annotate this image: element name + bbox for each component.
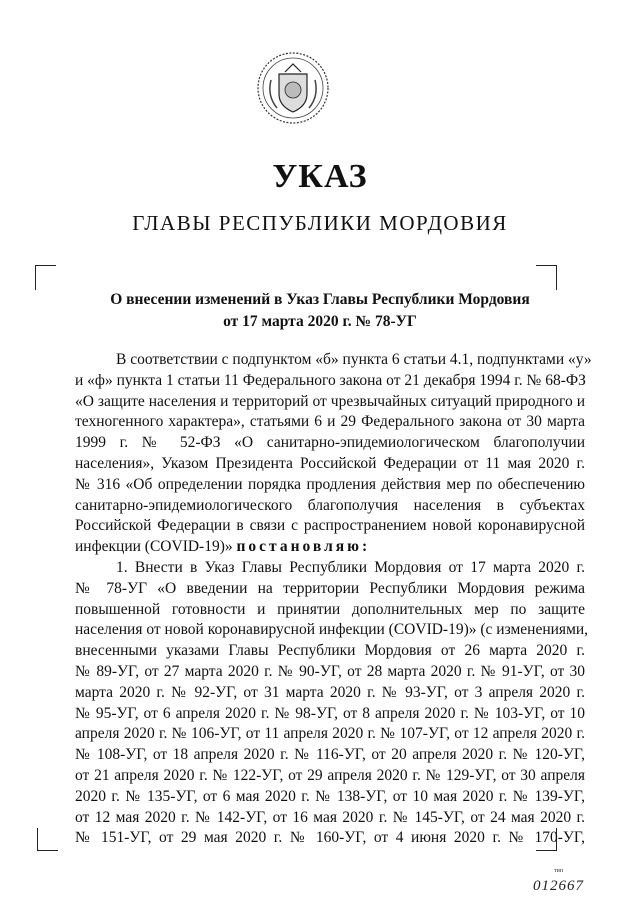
body-line: № 151-УГ, от 29 мая 2020 г. № 160-УГ, от 4 июня 2020 г. № 170-УГ, (75, 829, 585, 847)
footer-serial-number: 012667 (533, 878, 584, 894)
corner-mark-bottom-left (37, 828, 58, 851)
corner-mark-top-right (536, 265, 557, 290)
footer-small-mark: тип (554, 868, 564, 874)
document-body (75, 350, 592, 849)
body-line: № 95-УГ, от 6 апреля 2020 г. № 98-УГ, от 8 апреля 2020 г. № 103-УГ, от 10 (75, 704, 585, 722)
body-line: повышенной готовности и принятии дополнительных мер по защите (75, 600, 585, 618)
body-line: от 12 мая 2020 г. № 142-УГ, от 16 мая 2020 г. № 145-УГ, от 24 мая 2020 г. (75, 808, 585, 826)
body-line: «О защите населения и территорий от чрезвычайных ситуаций природного и (75, 392, 585, 410)
document-heading (0, 289, 640, 333)
body-line: Российской Федерации в связи с распространением новой коронавирусной (75, 517, 585, 535)
body-line: и «ф» пункта 1 статьи 11 Федерального закона от 21 декабря 1994 г. № 68-ФЗ (75, 371, 586, 389)
document-issuer: ГЛАВЫ РЕСПУБЛИКИ МОРДОВИЯ (132, 211, 508, 235)
heading-line-2: от 17 марта 2020 г. № 78-УГ (223, 313, 417, 330)
body-line: населения», Указом Президента Российской Федерации от 11 мая 2020 г. (75, 454, 585, 472)
body-line: 2020 г. № 135-УГ, от 6 мая 2020 г. № 138-УГ, от 10 мая 2020 г. № 139-УГ, (75, 787, 585, 805)
decree-word: постановляю: (236, 538, 371, 556)
heading-line-1: О внесении изменений в Указ Главы Республики Мордовия (110, 291, 530, 308)
body-line: внесенными указами Главы Республики Мордовия от 26 марта 2020 г. (75, 642, 585, 660)
body-line: В соответствии с подпунктом «б» пункта 6 статьи 4.1, подпунктами «у» (116, 351, 592, 368)
body-line: санитарно-эпидемиологического благополучия населения в субъектах (75, 496, 585, 514)
body-line: от 21 апреля 2020 г. № 122-УГ, от 29 апреля 2020 г. № 129-УГ, от 30 апреля (75, 766, 585, 784)
body-line: марта 2020 г. № 92-УГ, от 31 марта 2020 г. № 93-УГ, от 3 апреля 2020 г. (75, 683, 585, 701)
body-line: № 108-УГ, от 18 апреля 2020 г. № 116-УГ, от 20 апреля 2020 г. № 120-УГ, (75, 746, 585, 764)
body-line: апреля 2020 г. № 106-УГ, от 11 апреля 2020 г. № 107-УГ, от 12 апреля 2020 г. (75, 725, 585, 743)
body-line: № 89-УГ, от 27 марта 2020 г. № 90-УГ, от 28 марта 2020 г. № 91-УГ, от 30 (75, 662, 585, 680)
body-line: № 78-УГ «О введении на территории Республики Мордовия режима (75, 579, 585, 597)
body-line-with-decree (75, 537, 585, 558)
body-line: 1999 г. № 52-ФЗ «О санитарно-эпидемиологическом благополучии (75, 434, 585, 452)
coat-of-arms-emblem (255, 50, 331, 126)
body-line-text: инфекции (COVID-19)» (75, 538, 233, 556)
body-line: 1. Внести в Указ Главы Республики Мордовия от 17 марта 2020 г. (116, 558, 585, 576)
document-title: УКАЗ (272, 158, 368, 195)
corner-mark-top-left (35, 265, 56, 290)
body-line: населения от новой коронавирусной инфекции (COVID-19)» (с изменениями, (75, 621, 589, 639)
body-line: № 316 «Об определении порядка продления действия мер по обеспечению (75, 475, 585, 493)
body-line: техногенного характера», статьями 6 и 29 Федерального закона от 30 марта (75, 413, 585, 431)
